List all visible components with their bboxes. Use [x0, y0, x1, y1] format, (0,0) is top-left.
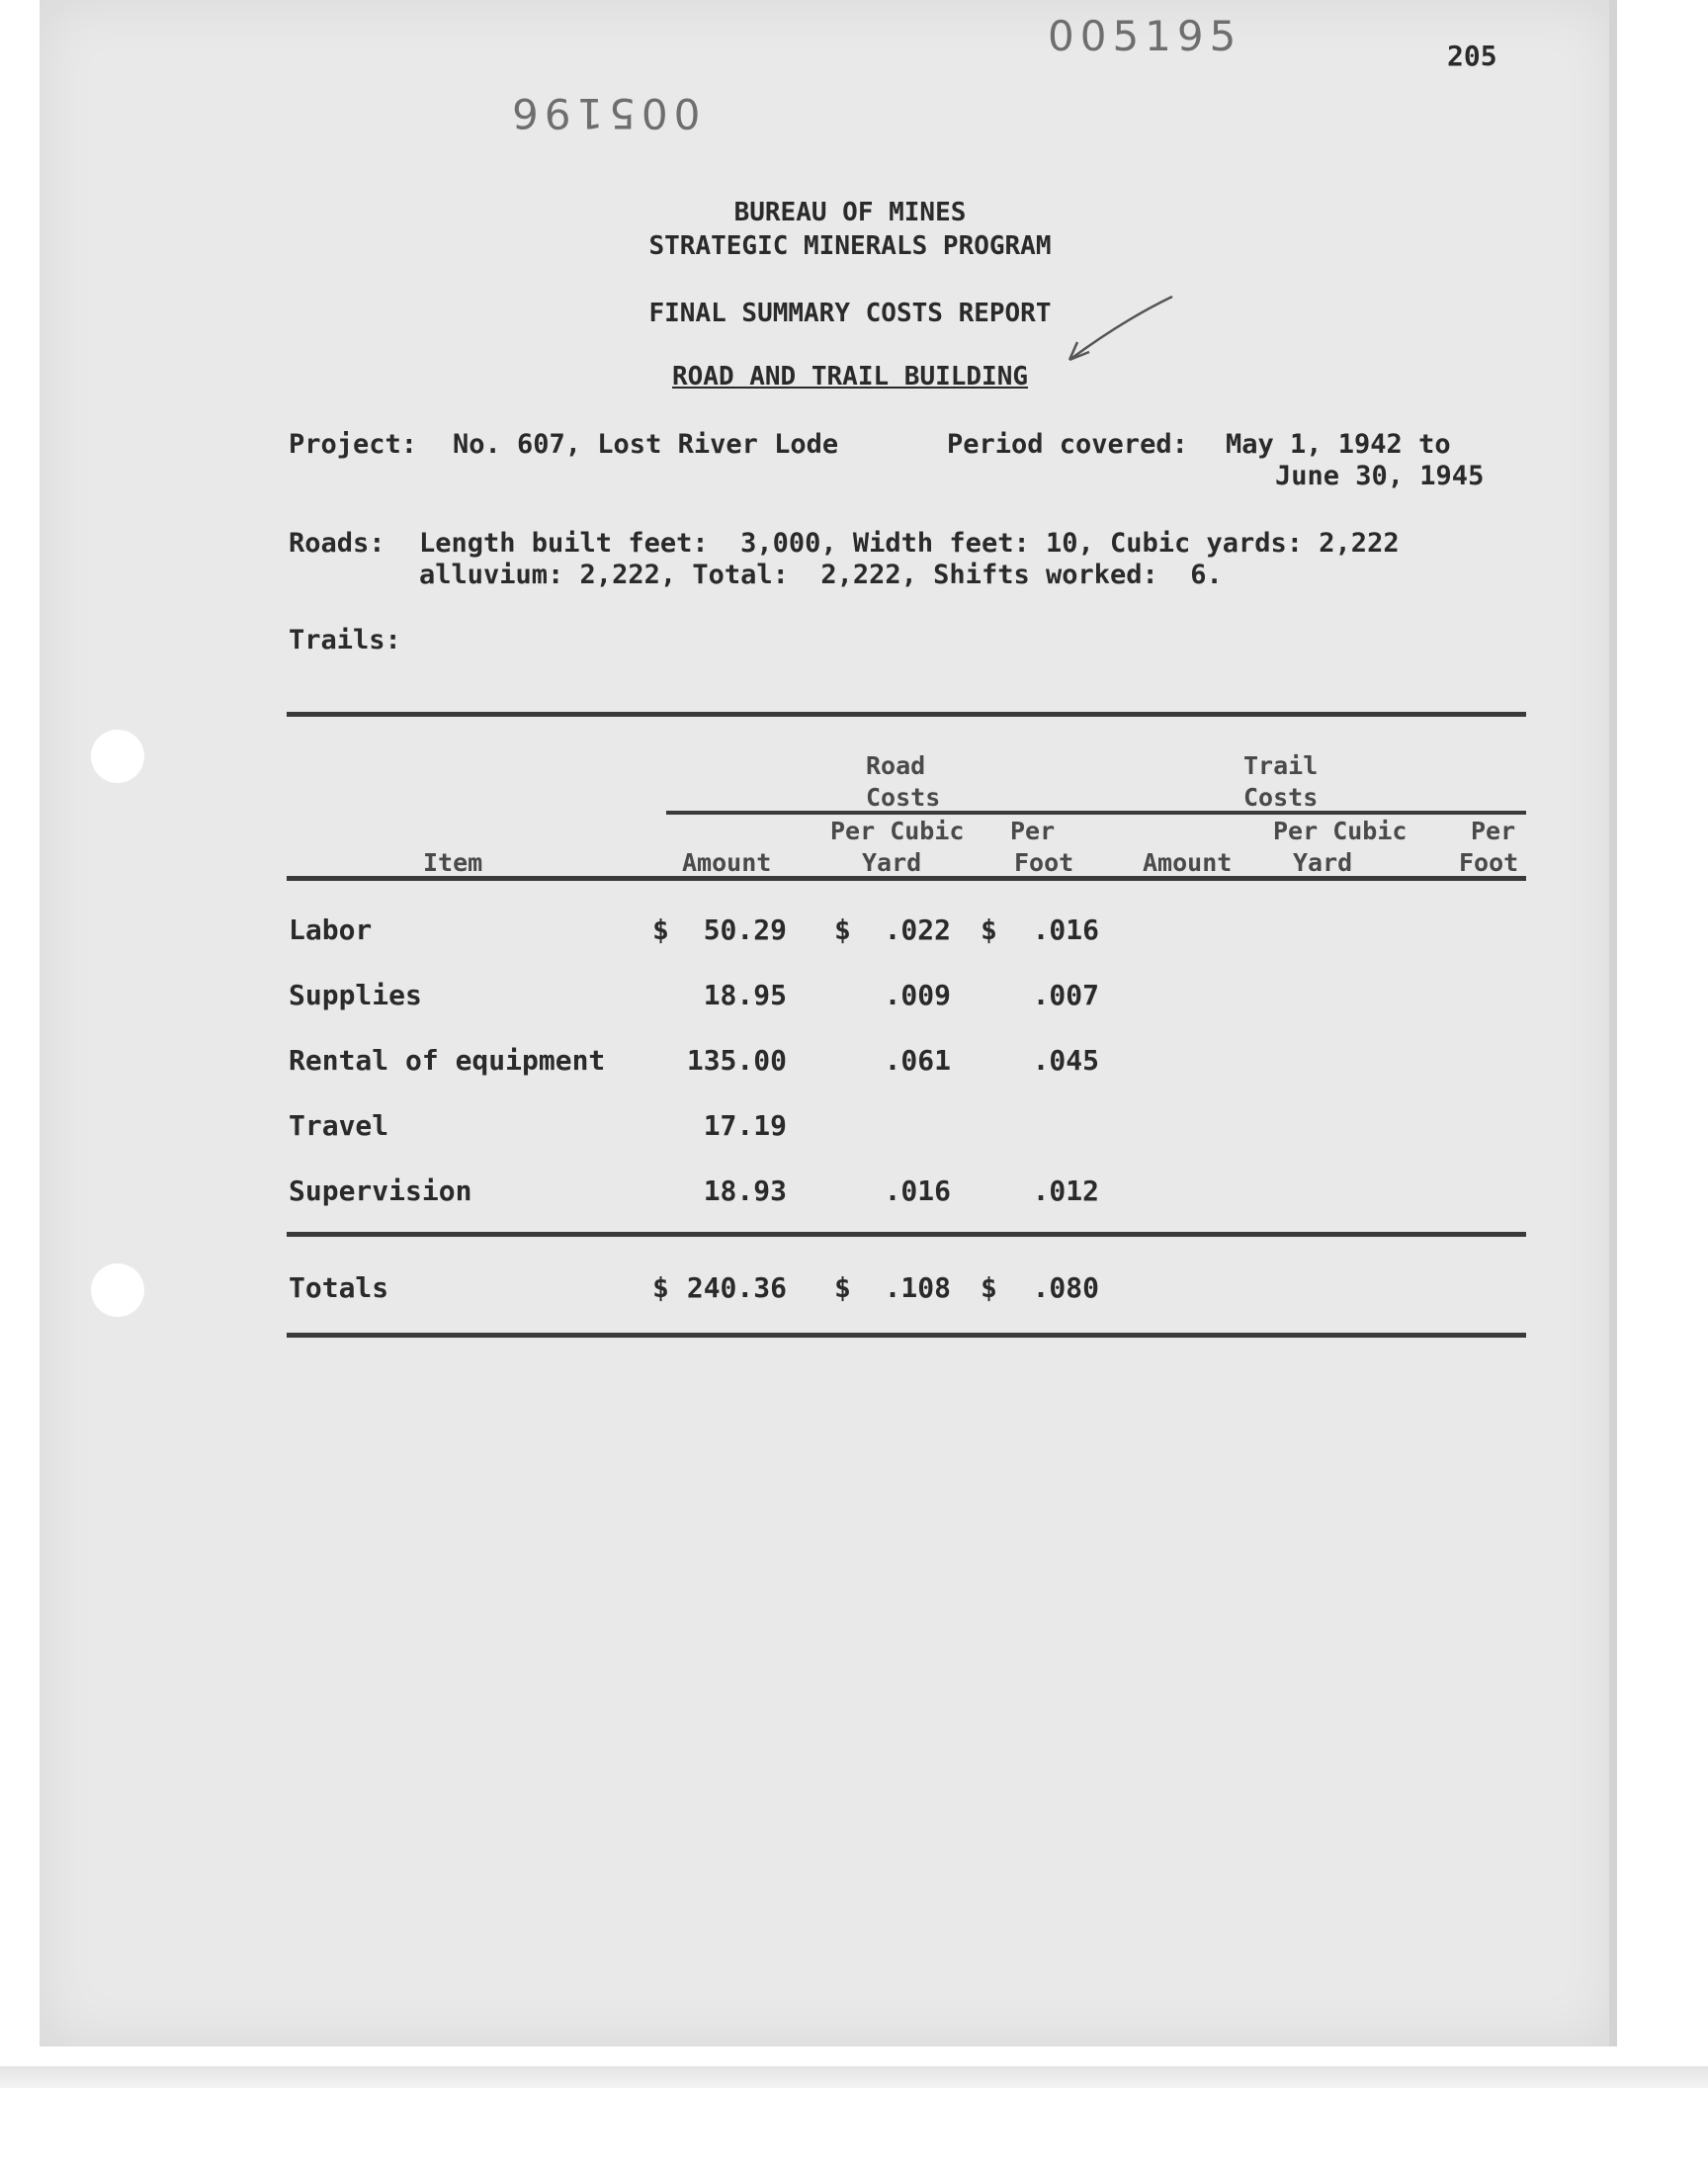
col-header-trail-pcy-line-1: Per Cubic — [1273, 817, 1408, 845]
period-line-2: June 30, 1945 — [1275, 461, 1485, 491]
scan-bottom-strip — [0, 2066, 1708, 2088]
totals-road-per-foot: .080 — [1032, 1271, 1099, 1304]
col-header-trail-pf-line-2: Foot — [1459, 848, 1519, 877]
row-item: Travel — [289, 1109, 389, 1142]
check-mark-icon — [1064, 291, 1182, 370]
report-title: FINAL SUMMARY COSTS REPORT — [648, 299, 1052, 328]
col-header-road-amount: Amount — [682, 848, 772, 877]
trail-group-header-line-1: Trail — [1243, 751, 1319, 780]
period-label: Period covered: — [947, 429, 1188, 460]
row-item: Supplies — [289, 979, 422, 1011]
road-per-cubic-yard: .016 — [884, 1174, 951, 1207]
road-amount: 18.93 — [703, 1174, 787, 1207]
pf-sign: $ — [981, 914, 997, 946]
road-amount: 17.19 — [703, 1109, 787, 1142]
roads-line-1: Length built feet: 3,000, Width feet: 10, Cubic yards: 2,222 — [419, 528, 1400, 559]
row-item: Supervision — [289, 1174, 472, 1207]
col-header-trail-pf-line-1: Per — [1471, 817, 1516, 845]
road-group-header-line-1: Road — [866, 751, 926, 780]
totals-amount-sign: $ — [652, 1271, 669, 1304]
road-amount: 135.00 — [686, 1044, 787, 1077]
col-header-road-pf-line-2: Foot — [1014, 848, 1074, 877]
program-title: STRATEGIC MINERALS PROGRAM — [648, 231, 1052, 261]
table-bottom-rule — [287, 1333, 1526, 1338]
road-per-cubic-yard: .061 — [884, 1044, 951, 1077]
col-header-trail-amount: Amount — [1143, 848, 1233, 877]
pcy-sign: $ — [834, 914, 851, 946]
section-title: ROAD AND TRAIL BUILDING — [671, 362, 1029, 392]
project-label: Project: — [289, 429, 418, 460]
punch-hole-upper — [91, 730, 144, 783]
page-number: 205 — [1447, 40, 1497, 72]
col-header-trail-pcy-line-2: Yard — [1293, 848, 1353, 877]
road-per-foot: .012 — [1032, 1174, 1099, 1207]
col-header-road-pf-line-1: Per — [1010, 817, 1056, 845]
trail-group-header-line-2: Costs — [1243, 783, 1319, 812]
totals-road-per-cubic-yard: .108 — [884, 1271, 951, 1304]
col-header-road-pcy-line-2: Yard — [862, 848, 922, 877]
road-per-cubic-yard: .022 — [884, 914, 951, 946]
totals-top-rule — [287, 1232, 1526, 1237]
totals-pf-sign: $ — [981, 1271, 997, 1304]
row-item: Rental of equipment — [289, 1044, 606, 1077]
project-value: No. 607, Lost River Lode — [453, 429, 839, 460]
road-amount: 50.29 — [703, 914, 787, 946]
row-item: Labor — [289, 914, 373, 946]
road-amount: 18.95 — [703, 979, 787, 1011]
totals-label: Totals — [289, 1271, 389, 1304]
col-header-road-pcy-line-1: Per Cubic — [830, 817, 965, 845]
group-header-rule — [666, 811, 1526, 815]
col-header-item: Item — [423, 848, 483, 877]
table-top-rule — [287, 712, 1526, 717]
agency-title: BUREAU OF MINES — [733, 198, 967, 227]
roads-label: Roads: — [289, 528, 385, 559]
road-per-foot: .045 — [1032, 1044, 1099, 1077]
period-line-1: May 1, 1942 to — [1226, 429, 1451, 460]
road-group-header-line-2: Costs — [866, 783, 941, 812]
road-per-foot: .007 — [1032, 979, 1099, 1011]
amount-sign: $ — [652, 914, 669, 946]
sheet-edge — [1609, 0, 1617, 2046]
roads-line-2: alluvium: 2,222, Total: 2,222, Shifts worked: 6. — [419, 560, 1223, 590]
road-per-foot: .016 — [1032, 914, 1099, 946]
road-per-cubic-yard: .009 — [884, 979, 951, 1011]
totals-pcy-sign: $ — [834, 1271, 851, 1304]
punch-hole-lower — [91, 1263, 144, 1317]
trails-label: Trails: — [289, 625, 401, 655]
mirrored-number-stamp: 005196 — [506, 89, 701, 137]
document-number-stamp: 005195 — [1048, 12, 1242, 60]
totals-road-amount: 240.36 — [686, 1271, 787, 1304]
